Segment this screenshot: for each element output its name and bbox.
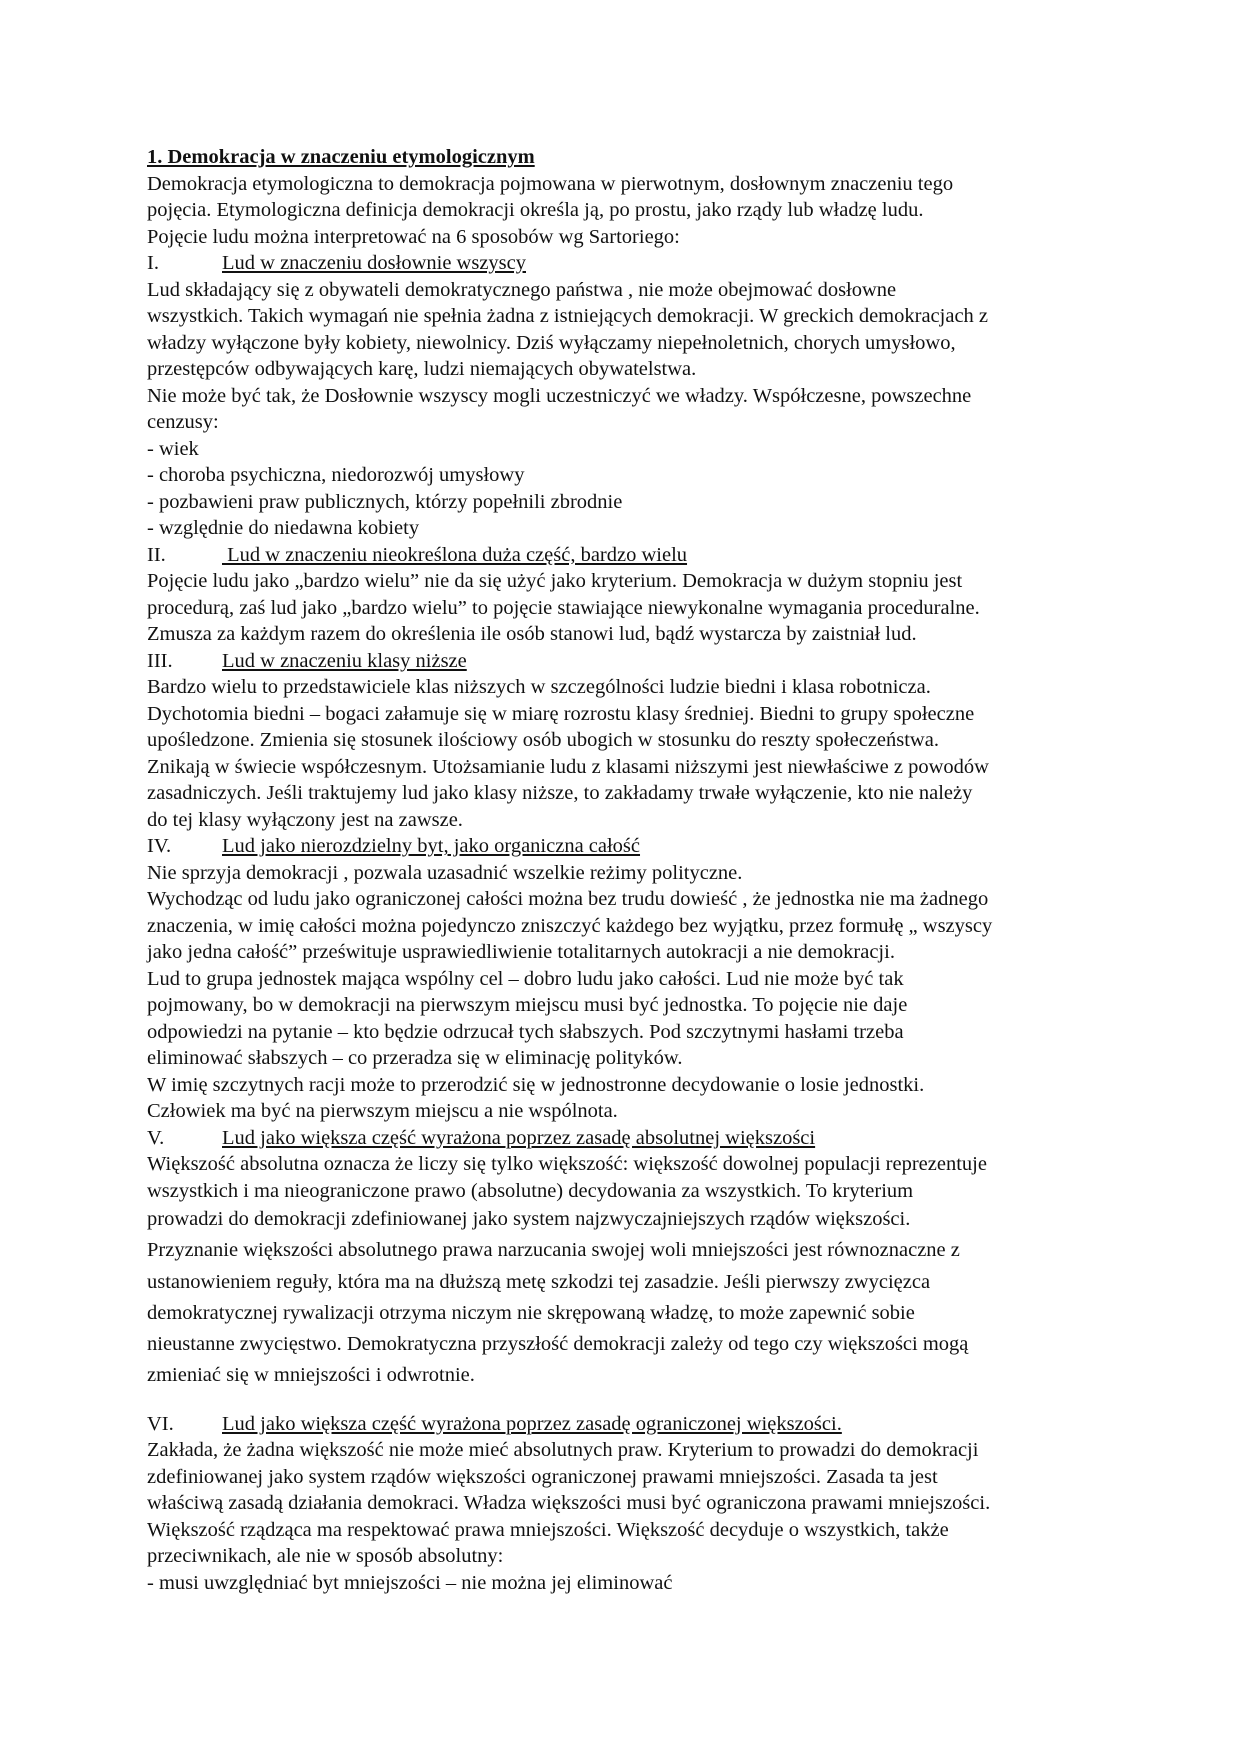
- list-item: - względnie do niedawna kobiety: [147, 517, 420, 539]
- paragraph-line: Nie sprzyja demokracji , pozwala uzasadnić wszelkie reżimy polityczne.: [147, 861, 743, 884]
- paragraph-line: Bardzo wielu to przedstawiciele klas niższych w szczególności ludzie biedni i klasa robotnicza.: [147, 676, 931, 698]
- section-heading: [147, 542, 1097, 569]
- section-heading: [147, 1411, 1097, 1438]
- paragraph-line: upośledzone. Zmienia się stosunek ilościowy osób ubogich w stosunku do reszty społeczeństwa.: [147, 729, 939, 751]
- paragraph-line: Lud to grupa jednostek mająca wspólny cel – dobro ludu jako całości. Lud nie może być tak: [147, 967, 904, 990]
- paragraph-line: nieustanne zwycięstwo. Demokratyczna przyszłość demokracji zależy od tego czy większości mogą: [147, 1333, 969, 1356]
- section-heading: [147, 1125, 1097, 1152]
- section-number: III.: [147, 649, 173, 672]
- paragraph-line: Większość absolutna oznacza że liczy się tylko większość: większość dowolnej populacji reprezentuje: [147, 1153, 987, 1175]
- paragraph-line: znaczenia, w imię całości można pojedynczo zniszczyć każdego bez wyjątku, przez formułę „ wszyscy: [147, 914, 993, 937]
- document-title: 1. Demokracja w znaczeniu etymologicznym: [147, 146, 535, 168]
- paragraph-line: wszystkich. Takich wymagań nie spełnia żadna z istniejących demokracji. W greckich demokracjach z: [147, 305, 989, 327]
- list-item: - choroba psychiczna, niedorozwój umysłowy: [147, 464, 525, 486]
- intro-line: Demokracja etymologiczna to demokracja pojmowana w pierwotnym, dosłownym znaczeniu tego: [147, 172, 954, 195]
- section-number: V.: [147, 1126, 165, 1149]
- section-title: Lud w znaczeniu dosłownie wszyscy: [222, 252, 526, 274]
- paragraph-line: właściwą zasadą działania demokraci. Władza większości musi być ograniczona prawami mniejszości.: [147, 1492, 991, 1515]
- paragraph-line: przeciwnikach, ale nie w sposób absolutny:: [147, 1545, 504, 1568]
- paragraph-line: Lud składający się z obywateli demokratycznego państwa , nie może obejmować dosłowne: [147, 278, 897, 301]
- paragraph-line: Nie może być tak, że Dosłownie wszyscy mogli uczestniczyć we władzy. Współczesne, powszechne: [147, 384, 972, 407]
- paragraph-line: cenzusy:: [147, 411, 219, 433]
- paragraph-line: zdefiniowanej jako system rządów większości ograniczonej prawami mniejszości. Zasada ta jest: [147, 1465, 938, 1488]
- section-title: Lud w znaczeniu klasy niższe: [222, 649, 467, 672]
- paragraph-line: przestępców odbywających karę, ludzi niemających obywatelstwa.: [147, 358, 697, 380]
- paragraph-line: demokratycznej rywalizacji otrzyma niczym nie skrępowaną władzę, to może zapewnić sobie: [147, 1301, 915, 1324]
- paragraph-line: Znikają w świecie współczesnym. Utożsamianie ludu z klasami niższymi jest niewłaściwe z powodów: [147, 755, 989, 778]
- paragraph-line: eliminować słabszych – co przeradza się w eliminację polityków.: [147, 1047, 683, 1069]
- paragraph-line: wszystkich i ma nieograniczone prawo (absolutne) decydowania za wszystkich. To kryterium: [147, 1179, 914, 1202]
- paragraph-line: Większość rządząca ma respektować prawa mniejszości. Większość decyduje o wszystkich, także: [147, 1518, 949, 1541]
- paragraph-line: do tej klasy wyłączony jest na zawsze.: [147, 808, 463, 831]
- paragraph-line: Zakłada, że żadna większość nie może mieć absolutnych praw. Kryterium to prowadzi do demokracji: [147, 1439, 979, 1462]
- paragraph-line: Wychodząc od ludu jako ograniczonej całości można bez trudu dowieść , że jednostka nie ma żadnego: [147, 888, 989, 910]
- section-heading: [147, 833, 1097, 860]
- paragraph-line: zmieniać się w mniejszości i odwrotnie.: [147, 1364, 475, 1387]
- paragraph-line: Człowiek ma być na pierwszym miejscu a nie wspólnota.: [147, 1100, 618, 1122]
- paragraph-line: W imię szczytnych racji może to przerodzić się w jednostronne decydowanie o losie jednostki.: [147, 1073, 925, 1096]
- paragraph-line: pojmowany, bo w demokracji na pierwszym miejscu musi być jednostka. To pojęcie nie daje: [147, 994, 908, 1016]
- intro-line: Pojęcie ludu można interpretować na 6 sposobów wg Sartoriego:: [147, 225, 680, 248]
- list-item: - pozbawieni praw publicznych, którzy popełnili zbrodnie: [147, 490, 623, 513]
- paragraph-line: prowadzi do demokracji zdefiniowanej jako system najzwyczajniejszych rządów większości.: [147, 1208, 911, 1230]
- section-title: Lud jako większa część wyrażona poprzez zasadę ograniczonej większości.: [222, 1412, 842, 1435]
- paragraph-line: Przyznanie większości absolutnego prawa narzucania swojej woli mniejszości jest równoznaczne z: [147, 1239, 960, 1262]
- paragraph-line: zasadniczych. Jeśli traktujemy lud jako klasy niższe, to zakładamy trwałe wyłączenie, kto nie należy: [147, 782, 973, 804]
- section-title: Lud jako większa część wyrażona poprzez zasadę absolutnej większości: [222, 1126, 816, 1149]
- section-number: VI.: [147, 1412, 174, 1435]
- paragraph-line: Zmusza za każdym razem do określenia ile osób stanowi lud, bądź wystarcza by zaistniał lud.: [147, 623, 917, 645]
- paragraph-line: Pojęcie ludu jako „bardzo wielu” nie da się użyć jako kryterium. Demokracja w dużym stopniu jest: [147, 570, 963, 592]
- section-heading: [147, 648, 1097, 675]
- section-heading: [147, 250, 1097, 277]
- paragraph-line: odpowiedzi na pytanie – kto będzie odrzucał tych słabszych. Pod szczytnymi hasłami trzeba: [147, 1020, 904, 1043]
- paragraph-line: ustanowieniem reguły, która ma na dłuższą metę szkodzi tej zasadzie. Jeśli pierwszy zwycięzca: [147, 1270, 931, 1293]
- list-item: - musi uwzględniać byt mniejszości – nie można jej eliminować: [147, 1571, 673, 1594]
- paragraph-line: procedurą, zaś lud jako „bardzo wielu” to pojęcie stawiające niewykonalne wymagania proceduralne.: [147, 596, 980, 619]
- section-number: I.: [147, 252, 159, 274]
- section-title: Lud jako nierozdzielny byt, jako organiczna całość: [222, 835, 641, 857]
- paragraph-line: władzy wyłączone były kobiety, niewolnicy. Dziś wyłączamy niepełnoletnich, chorych umysłowo,: [147, 331, 956, 354]
- paragraph-line: Dychotomia biedni – bogaci załamuje się w miarę rozrostu klasy średniej. Biedni to grupy społeczne: [147, 702, 975, 725]
- intro-line: pojęcia. Etymologiczna definicja demokracji określa ją, po prostu, jako rządy lub władzę ludu.: [147, 199, 924, 221]
- section-number: II.: [147, 543, 166, 566]
- list-item: - wiek: [147, 437, 199, 460]
- paragraph-spacer: [147, 1392, 1097, 1411]
- paragraph-line: jako jedna całość” prześwituje usprawiedliwienie totalitarnych autokracji a nie demokracji.: [147, 941, 895, 963]
- section-title: Lud w znaczeniu nieokreślona duża część, bardzo wielu: [222, 543, 688, 566]
- document-body: [147, 144, 1097, 1596]
- section-number: IV.: [147, 835, 172, 857]
